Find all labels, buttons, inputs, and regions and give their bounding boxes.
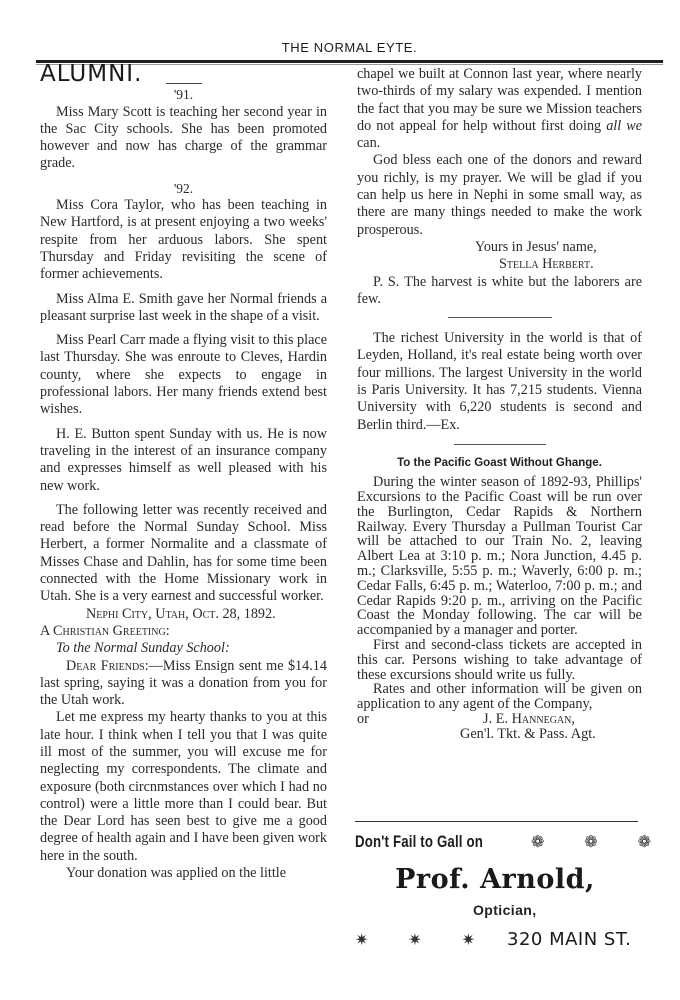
paragraph-mary-scott: Miss Mary Scott is teaching her second year in the Sac City schools. She has been promoted however and now has charge of the grammar grade. <box>40 103 327 172</box>
flower-icon: ❁ <box>531 834 545 851</box>
star-icon: ✷ <box>355 932 369 949</box>
paragraph-donation: Your donation was applied on the little <box>66 865 287 882</box>
paragraph-postscript: P. S. The harvest is white but the laborers are few. <box>357 273 642 307</box>
advertisement-optician <box>355 832 651 950</box>
dear-friends-salutation: Dear Friends: <box>66 657 149 674</box>
section-divider <box>454 444 546 445</box>
section-title-pacific-coast: To the Pacific Goast Without Ghange. <box>397 456 602 469</box>
paragraph-tickets: First and second-class tickets are accepted in this car. Persons wishing to take advantage of these excursions should write us fully. <box>357 637 642 683</box>
section-title-alumni: ALUMNI. <box>40 61 143 87</box>
star-icon: ✷ <box>461 932 475 949</box>
chapel-text-end: can. <box>357 135 381 152</box>
title-divider <box>166 83 202 84</box>
ad-call-to-action: Don't Fail to Gall on <box>355 832 483 851</box>
ensign-text: —Miss Ensign sent me $14.14 last spring, saying it was a donation from you for the Utah work. <box>40 657 327 709</box>
letter-greeting: A Christian Greeting: <box>40 622 170 639</box>
paragraph-he-button: H. E. Button spent Sunday with us. He is now traveling in the interest of an insurance company and expresses himself as well pleased with his new work. <box>40 425 327 494</box>
advertisement-divider <box>355 821 638 822</box>
ad-flower-ornaments <box>531 832 651 852</box>
paragraph-god-bless: God bless each one of the donors and reward you richly, is my prayer. We will be glad if you can help us here in Nephi in some small way, as there are many things needed to make the work prosperous. <box>357 152 642 238</box>
agent-title: Gen'l. Tkt. & Pass. Agt. <box>460 725 596 742</box>
agent-or: or <box>357 710 369 727</box>
paragraph-railway-schedule: During the winter season of 1892-93, Phillips' Excursions to the Pacific Coast will be run over the Burlington, Cedar Rapids & Northern Railway. Every Thursday a Pullman Tourist Car will be attached to our Train No. 2, leaving Albert Lea at 3:10 p. m.; Nora Junction, 4.45 p. m.; Clarksville, 5:55 p. m.; Waverly, 6:00 p. m.; Cedar Falls, 6:45 p. m.; Waterloo, 7:00 p. m.; and Cedar Rapids 9:20 p. m., arriving on the Pacific Coast the Monday following. The car will be accompanied by a manager and porter. <box>357 474 642 639</box>
paragraph-rates: Rates and other information will be given on application to any agent of the Company, <box>357 681 642 713</box>
agent-name: J. E. Hannegan, <box>483 710 575 727</box>
ad-profession: Optician, <box>473 902 537 918</box>
page-header-title: THE NORMAL EYTE. <box>281 40 418 55</box>
section-divider <box>448 317 552 318</box>
paragraph-cora-taylor: Miss Cora Taylor, who has been teaching in New Hartford, is at present enjoying a two weeks' respite from her arduous labors. She spent Thursday and Friday revisiting the scene of former achievements. <box>40 197 327 283</box>
ad-address: 320 MAIN ST. <box>507 929 632 950</box>
chapel-text: chapel we built at Connon last year, where nearly two-thirds of my salary was expended. I mention the fact that you may be sure we Mission teachers do not appeal for help without first doing <box>357 66 642 134</box>
agent-line <box>357 712 642 727</box>
paragraph-ensign <box>40 658 327 710</box>
paragraph-chapel <box>357 66 642 152</box>
star-icon: ✷ <box>408 932 422 949</box>
flower-icon: ❁ <box>584 834 598 851</box>
chapel-emphasis: all we <box>606 117 642 134</box>
paragraph-alma-smith: Miss Alma E. Smith gave her Normal friends a pleasant surprise last week in the shape of a visit. <box>40 290 327 324</box>
class-year-91: '91. <box>173 87 194 103</box>
right-column <box>357 66 642 742</box>
paragraph-pearl-carr: Miss Pearl Carr made a flying visit to this place last Thursday. She was enroute to Cleves, Hardin county, where she expects to engage in professional labors. Her many friends extend best wishes. <box>40 332 327 418</box>
railway-notice <box>357 475 642 741</box>
letter-closing: Yours in Jesus' name, <box>475 238 597 255</box>
letter-signature: Stella Herbert. <box>499 256 594 273</box>
ad-business-name: Prof. Arnold, <box>395 864 595 895</box>
paragraph-thanks: Let me express my hearty thanks to you at this late hour. I think when I tell you that I was quite ill most of the summer, you will excuse me for neglecting my correspondents. The climate and exposure (both circnmstances over which I had no control) were a little more than I could bear. But the Dear Lord has seen best to give me a good degree of health again and I have been given work here in the south. <box>40 709 327 864</box>
left-column <box>40 61 327 882</box>
flower-icon: ❁ <box>637 834 651 851</box>
paragraph-university: The richest University in the world is that of Leyden, Holland, it's real estate being worth over four millions. The largest University in the world is Paris University. It has 7,215 students. Vienna University with 6,220 students is second and Berlin third.—Ex. <box>357 330 642 433</box>
paragraph-letter-intro: The following letter was recently received and read before the Normal Sunday School. Miss Herbert, a former Normalite and a classmate of Misses Chase and Dahlin, has for some time been connected with the Home Missionary work in Utah. She is a very earnest and successful worker. <box>40 501 327 605</box>
ad-star-ornaments <box>355 930 475 950</box>
letter-addressee: To the Normal Sunday School: <box>56 640 230 657</box>
class-year-92: '92. <box>173 180 194 196</box>
letter-dateline: Nephi City, Utah, Oct. 28, 1892. <box>86 605 276 622</box>
